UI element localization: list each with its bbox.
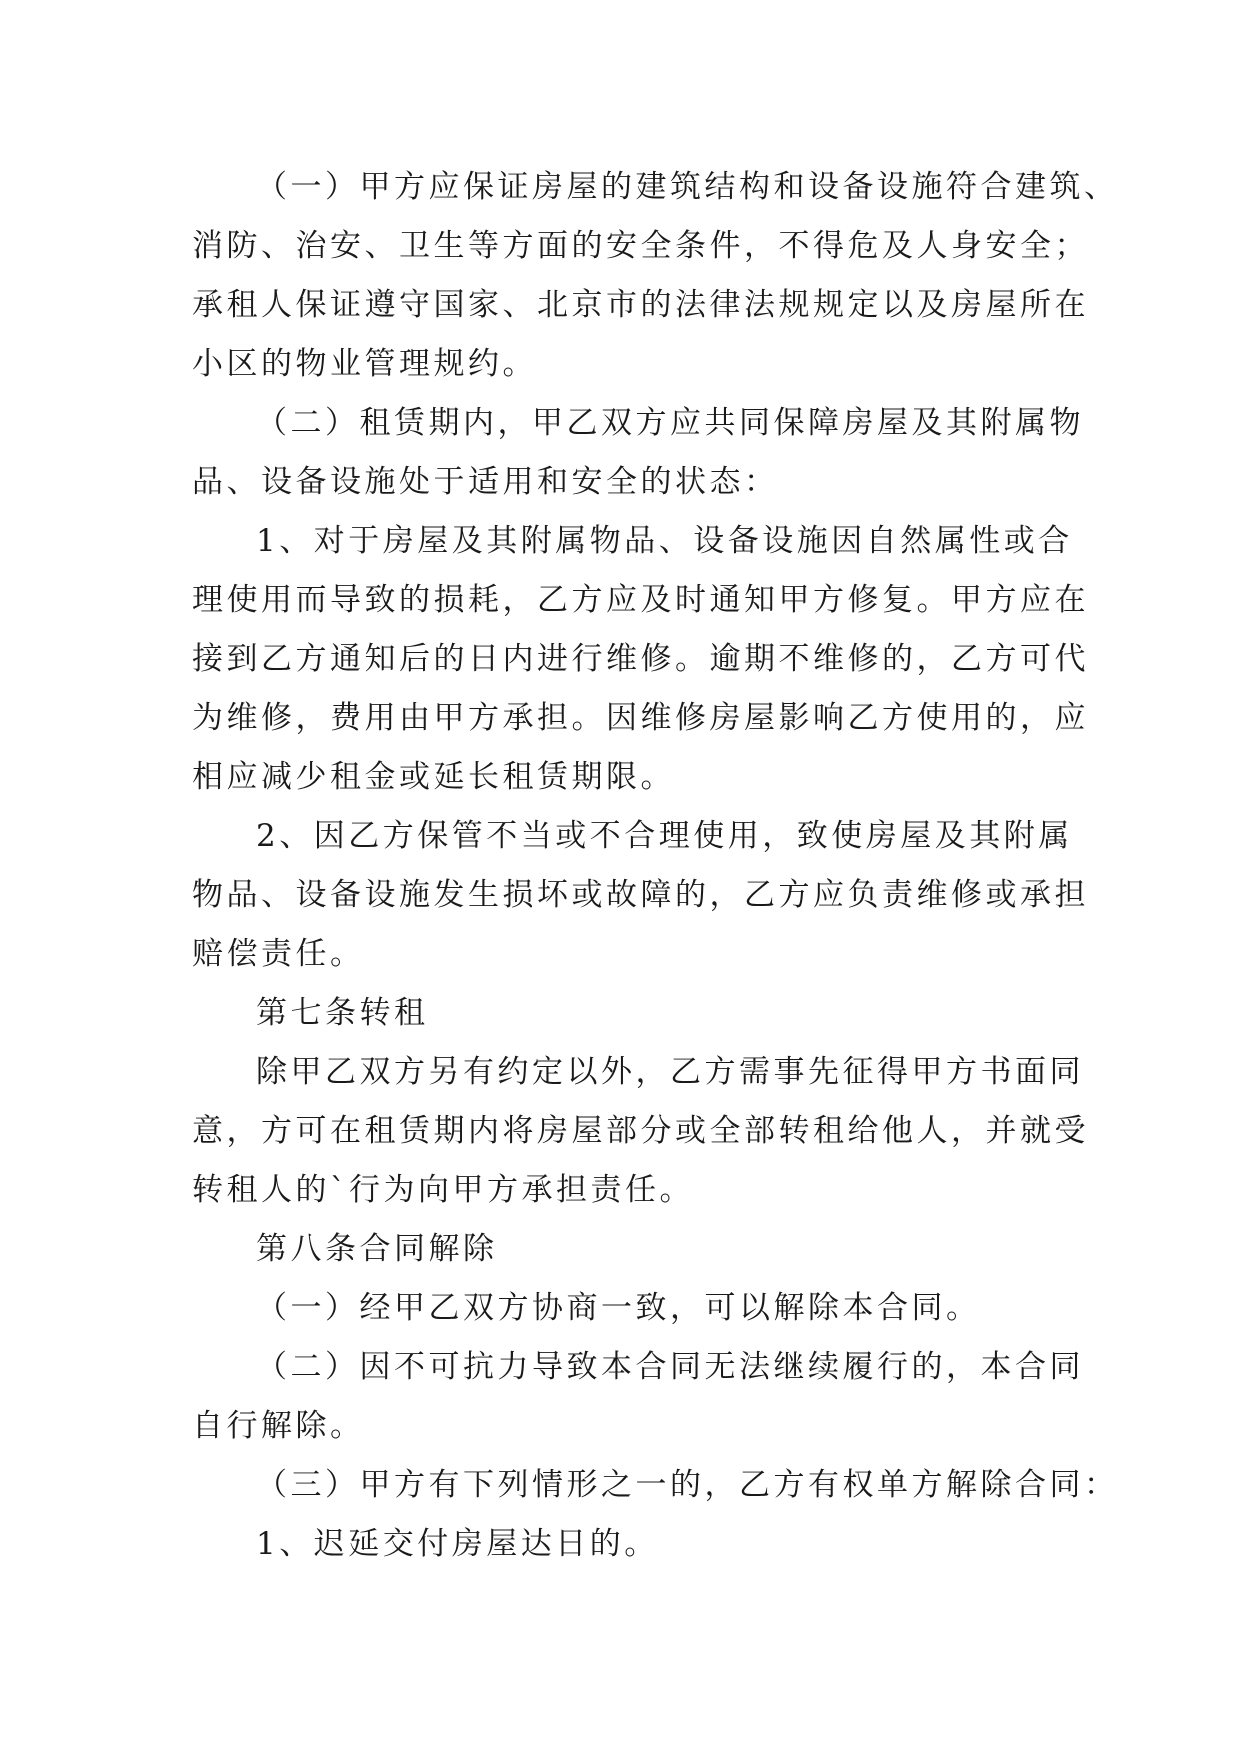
section-heading: 第七条转租 — [256, 995, 429, 1031]
text-line: （三）甲方有下列情形之一的，乙方有权单方解除合同： — [256, 1467, 1119, 1503]
text-line: 消防、治安、卫生等方面的安全条件，不得危及人身安全； — [192, 228, 1089, 264]
text-line: 1、对于房屋及其附属物品、设备设施因自然属性或合 — [256, 523, 1073, 559]
text-line: 1、迟延交付房屋达日的。 — [256, 1526, 659, 1562]
text-line: 为维修，费用由甲方承担。因维修房屋影响乙方使用的，应 — [192, 700, 1089, 736]
text-line: 意，方可在租赁期内将房屋部分或全部转租给他人，并就受 — [192, 1113, 1089, 1149]
section-heading: 第八条合同解除 — [256, 1231, 498, 1267]
text-line: 转租人的`行为向甲方承担责任。 — [192, 1172, 694, 1208]
text-line: 物品、设备设施发生损坏或故障的，乙方应负责维修或承担 — [192, 877, 1089, 913]
text-line: 品、设备设施处于适用和安全的状态： — [192, 464, 779, 500]
text-line: 承租人保证遵守国家、北京市的法律法规规定以及房屋所在 — [192, 287, 1089, 323]
text-line: 自行解除。 — [192, 1408, 365, 1444]
text-line: （一）甲方应保证房屋的建筑结构和设备设施符合建筑、 — [256, 169, 1119, 205]
text-line: （二）租赁期内，甲乙双方应共同保障房屋及其附属物 — [256, 405, 1084, 441]
text-line: 接到乙方通知后的日内进行维修。逾期不维修的，乙方可代 — [192, 641, 1089, 677]
text-line: 理使用而导致的损耗，乙方应及时通知甲方修复。甲方应在 — [192, 582, 1089, 618]
text-line: 小区的物业管理规约。 — [192, 346, 537, 382]
text-line: 2、因乙方保管不当或不合理使用，致使房屋及其附属 — [256, 818, 1073, 854]
text-line: 除甲乙双方另有约定以外，乙方需事先征得甲方书面同 — [256, 1054, 1084, 1090]
text-line: 赔偿责任。 — [192, 936, 365, 972]
document-body — [192, 158, 1119, 1574]
text-line: （一）经甲乙双方协商一致，可以解除本合同。 — [256, 1290, 981, 1326]
text-line: 相应减少租金或延长租赁期限。 — [192, 759, 675, 795]
text-line: （二）因不可抗力导致本合同无法继续履行的，本合同 — [256, 1349, 1084, 1385]
